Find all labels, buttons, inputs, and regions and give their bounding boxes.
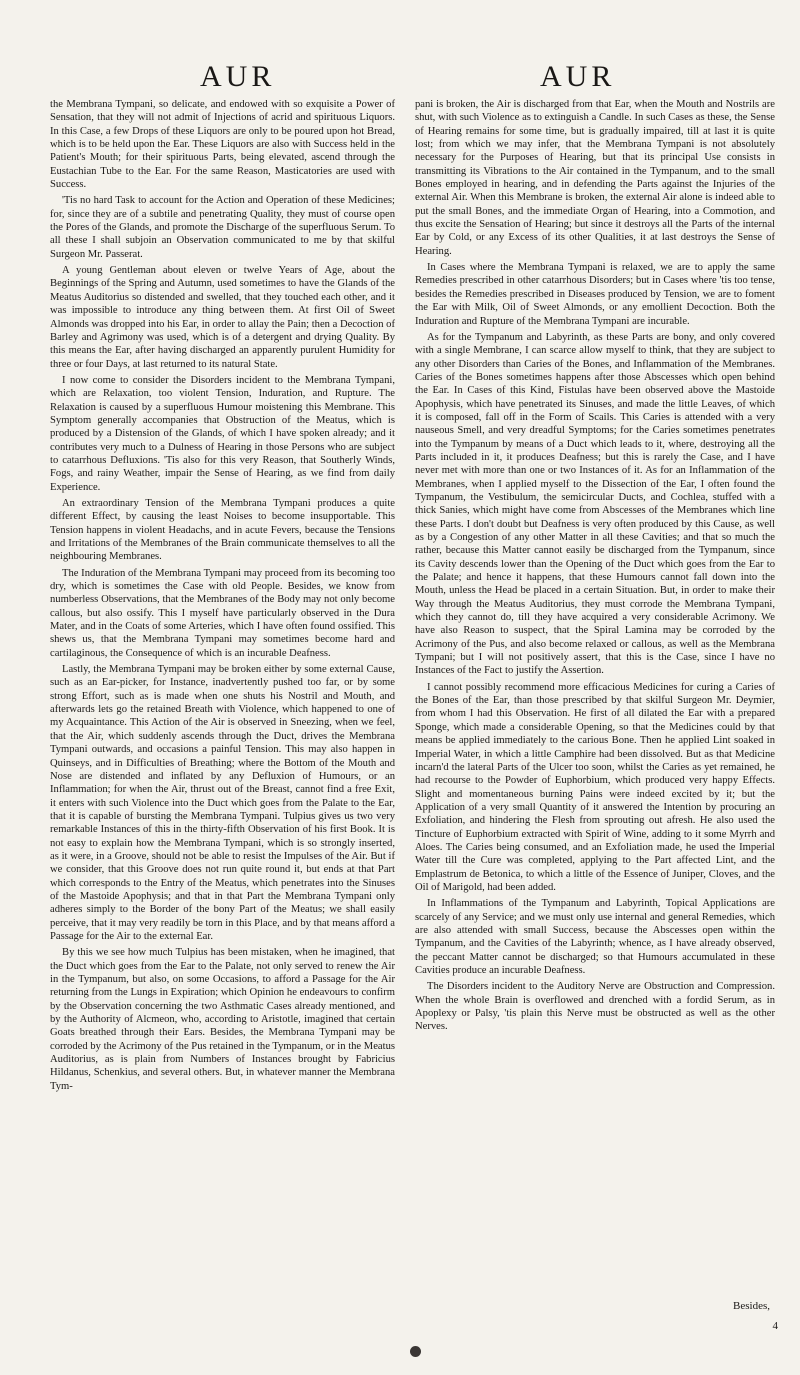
paragraph: pani is broken, the Air is discharged from that Ear, when the Mouth and Nostrils are shut, with such Violence as to extinguish a Candle. In such Cases as these, the Sense of Hearing remains for some time, but is gradually impaired, till at last it is quite lost; from which we may infer, that the Membrana Tympani is not absolutely necessary for the Purposes of Hearing, but that its principal Use consists in transmitting its Vibrations to the Air contained in the Tympanum, and to the small Bones employed in hearing, and in defending the Parts against the Injuries of the external Air. When this Membrane is broken, the external Air alone is indeed able to put the small Bones, and the immediate Organ of Hearing, into a Commotion, and thus excite the Sensation of Hearing; but since it destroys all the Parts of the internal Ear by Cold, or any Excess of its other Qualities, it at last destroys the Sense of Hearing. (415, 99, 775, 257)
running-head-right: AUR (540, 60, 616, 93)
paragraph: By this we see how much Tulpius has been mistaken, when he imagined, that the Duct which goes from the Ear to the Palate, not only served to renew the Air in the Tympanum, but also, on some Occasions, to afford a Passage for the Air returning from the Lungs in Expiration; which Opinion he endeavours to confirm by the Observation concerning the two Asthmatic Cases already mentioned, and by the Authority of Alcmeon, who, according to Aristotle, imagined that certain Goats breathed through their Ears. Besides, the Membrana Tympani may be corroded by the Acrimony of the Pus retained in the Tympanum, or in the Meatus Auditorius, as is plain from Numbers of Instances brought by Fabricius Hildanus, Schenkius, and several others. But, in whatever manner the Membrana Tym- (50, 947, 395, 1092)
paragraph: 'Tis no hard Task to account for the Action and Operation of these Medicines; for, since they are of a subtile and penetrating Quality, they must of course open the Pores of the Glands, and promote the Discharge of the superfluous Serum. To all these I shall subjoin an Observation communicated to me by that skilful Surgeon Mr. Passerat. (50, 195, 395, 260)
paragraph: Lastly, the Membrana Tympani may be broken either by some external Cause, such as an Ear-picker, for Instance, inadvertently pushed too far, or by some strong Effort, such as is made when one shuts his Nostril and Mouth, and afterwards lets go the retained Breath with Violence, which happened to one of my Acquaintance. This Action of the Air is observed in Sneezing, when we feel, that the Air, which suddenly ascends through the Duct, drives the Membrana Tympani outwards, and occasions a painful Tension. This may also happen in Quinseys, and in Difficulties of Breathing; where the Bottom of the Mouth and Nose are distended and inflated by any Defluxion of Humours, or an Inflammation; for when the Air, thrust out of the Breast, cannot find a free Exit, it enters with such Violence into the Duct which goes from the Palate to the Ear, that it is capable of bursting the Membrana Tympani. Tulpius gives us two very remarkable Instances of this in the thirty-fifth Observation of his first Book. It is not easy to explain how the Membrana Tympani, which is so strongly inserted, as it were, in a Groove, should not be able to resist the Impulses of the Air. But if we consider, that this Groove does not run quite round it, but ends at that Part which corresponds to the Entry of the Meatus, which penetrates into the Sinuses of the Mastoide Apophysis; and that in that Part the Membrana Tympani only adheres simply to the Border of the bony Part of the Meatus; we shall easily perceive, that it may very readily be torn in this Place, and by that means afford a Passage for the Air to the external Ear. (50, 664, 395, 942)
left-column (50, 98, 395, 1096)
paragraph: In Cases where the Membrana Tympani is relaxed, we are to apply the same Remedies prescribed in other catarrhous Disorders; but in Cases where 'tis too tense, besides the Remedies prescribed in Diseases produced by Tension, we are to foment the Ear with Milk, Oil of Sweet Almonds, or any emollient Decoction. Both the Induration and Rupture of the Membrana Tympani are incurable. (415, 262, 775, 327)
paragraph: An extraordinary Tension of the Membrana Tympani produces a quite different Effect, by causing the least Noises to become insupportable. This Tension happens in violent Headachs, and in acute Fevers, because the Tensions and Irritations of the Membranes of the Brain communicate themselves to all the neighbouring Membranes. (50, 497, 395, 563)
paragraph: The Induration of the Membrana Tympani may proceed from its becoming too dry, which is sometimes the Case with old People. Besides, we know from numberless Observations, that the Membranes of the Body may not only become callous, but also ossify. This I myself have particularly observed in the Dura Mater, and in the Coats of some Arteries, which I have often found ossified. This shews us, that the Membrana Tympani may sometimes become hard and cartilaginous, the Consequence of which is an incurable Deafness. (50, 567, 395, 659)
binding-hole (410, 1346, 421, 1357)
paragraph: the Membrana Tympani, so delicate, and endowed with so exquisite a Power of Sensation, that they will not admit of Injections of acrid and spirituous Liquors. In this Case, a few Drops of these Liquors are only to be poured upon hot Bread, which is to be held upon the Ear. These Liquors are also with Success held in the Patient's Mouth; for their spirituous Parts, being elevated, ascend through the Eustachian Tube to the Ear. For the same Reason, Masticatories are used with Success. (50, 99, 395, 191)
paragraph: I cannot possibly recommend more efficacious Medicines for curing a Caries of the Bones of the Ear, than those prescribed by that skilful Surgeon Mr. Deymier, from whom I had this Observation. He first of all dilated the Ear with a prepared Sponge, which made a considerable Opening, so that the Medicines could by that means be applied immediately to the carious Bone. Then he applied Lint soaked in Imperial Water, in which a little Camphire had been dissolved. But as that Medicine incarn'd the lateral Parts of the Ulcer too soon, whilst the Caries as yet remained, he had recourse to the Powder of Euphorbium, which produced very happy Effects. Slight and momentaneous burning Pains were indeed excited by it; but the Application of a very small Quantity of it answered the Intention by procuring an Exfoliation, and hindering the Flesh from sprouting out afresh. He also used the Tincture of Euphorbium extracted with Spirit of Wine, adding to it some Myrrh and Aloes. The Caries being consumed, and an Exfoliation made, he used the Imperial Water till the Cure was completed, applying to the Part affected Lint, and the Emplastrum de Betonica, to which a little of the Essence of Juniper, Cloves, and the Oil of Marigold, had been added. (415, 681, 775, 893)
running-head-left: AUR (200, 60, 276, 93)
paragraph: I now come to consider the Disorders incident to the Membrana Tympani, which are Relaxation, too violent Tension, Induration, and Rupture. The Relaxation is caused by a superfluous Humour moistening this Membrane. This Symptom generally accompanies that Obstruction of the Meatus, which is produced by a Distension of the Glands, of which I have spoken already; and it contributes very much to a Dulness of Hearing in those Persons who are subject to catarrhous Defluxions. 'Tis also for this very Reason, that Southerly Winds, Fogs, and rainy Weather, impair the Sense of Hearing, as we find from daily Experience. (50, 374, 395, 493)
right-column (415, 98, 775, 1037)
page-number: 4 (772, 1320, 778, 1332)
paragraph: A young Gentleman about eleven or twelve Years of Age, about the Beginnings of the Spring and Autumn, used sometimes to have the Glands of the Meatus Auditorius so distended and swelled, that they touched each other, and it was impossible to introduce any thing between them. At first Oil of Sweet Almonds was dropped into his Ear, in order to allay the Pain; then a Decoction of Barley and Agrimony was used, which is of a detergent and drying Quality. By this means the Ear, after having discharged an apparently purulent Humidity for three or four Days, at last returned to its natural State. (50, 265, 395, 370)
paragraph: The Disorders incident to the Auditory Nerve are Obstruction and Compression. When the whole Brain is overflowed and drenched with a fordid Serum, as in Apoplexy or Palsy, 'tis plain this Nerve must be obstructed as well as the other Nerves. (415, 981, 775, 1033)
catchword: Besides, (733, 1300, 770, 1312)
paragraph: As for the Tympanum and Labyrinth, as these Parts are bony, and only covered with a single Membrane, I can scarce allow myself to think, that they are subject to any other Disorders than Caries of the Bones, and Inflammation of the Membranes. Caries of the Bones sometimes happens after those Abscesses which open behind the Ear. In Cases of this Kind, Fistulas have been observed above the Mastoide Apophysis, which have penetrated its Sinuses, and made the little Leaves, of which it is composed, fall off in the Form of Scails. This Caries is attended with a very nauseous Smell, and very dreadful Symptoms; for the Caries sometimes penetrates into the Tympanum by means of a Duct which leads to it, where, destroying all the Parts included in it, it produces Deafness; but this is rarely the Case, and I have never met with more than one or two Instances of it. As for an Inflammation of the Membranes, when I applied myself to the Dissection of the Ear, I often found the Tympanum, the Vestibulum, the semicircular Ducts, and Cochlea, stuffed with a thick Sanies, which might have come from Abscesses of the Membranes which line these Parts. I don't doubt but Deafness is very often produced by this Cause, as well as by a Congestion of any other Matter in all these Cavities; and that so much the rather, because this Matter cannot easily be discharged from the Tympanum, since its Cavity descends lower than the Opening of the Duct which goes from the Ear to the Palate; and hence it happens, that these Humours cannot fall down into the Mouth, unless the Head be placed in a certain Situation. But, in order to make their Way through the Meatus Auditorius, they must corrode the Membrana Tympani, which they cannot do, till they have acquired a very considerable Acrimony. We have also Reason to suspect, that the Spiral Lamina may be corroded by the Acrimony of the Pus, and also become relaxed or callous, as well as the Membrana Tympani; but I will not positively assert, that this is the Case, since I have no Instances of the Fact to justify the Assertion. (415, 331, 775, 677)
paragraph: In Inflammations of the Tympanum and Labyrinth, Topical Applications are scarcely of any Service; and we must only use internal and general Remedies, which are also attended with small Success, because the Abscesses open within the Tympanum, and the Cavities of the Labyrinth; whence, as I have already observed, the peccant Matter cannot be discharged; so that Humours accumulated in these Cavities produce an incurable Deafness. (415, 898, 775, 976)
